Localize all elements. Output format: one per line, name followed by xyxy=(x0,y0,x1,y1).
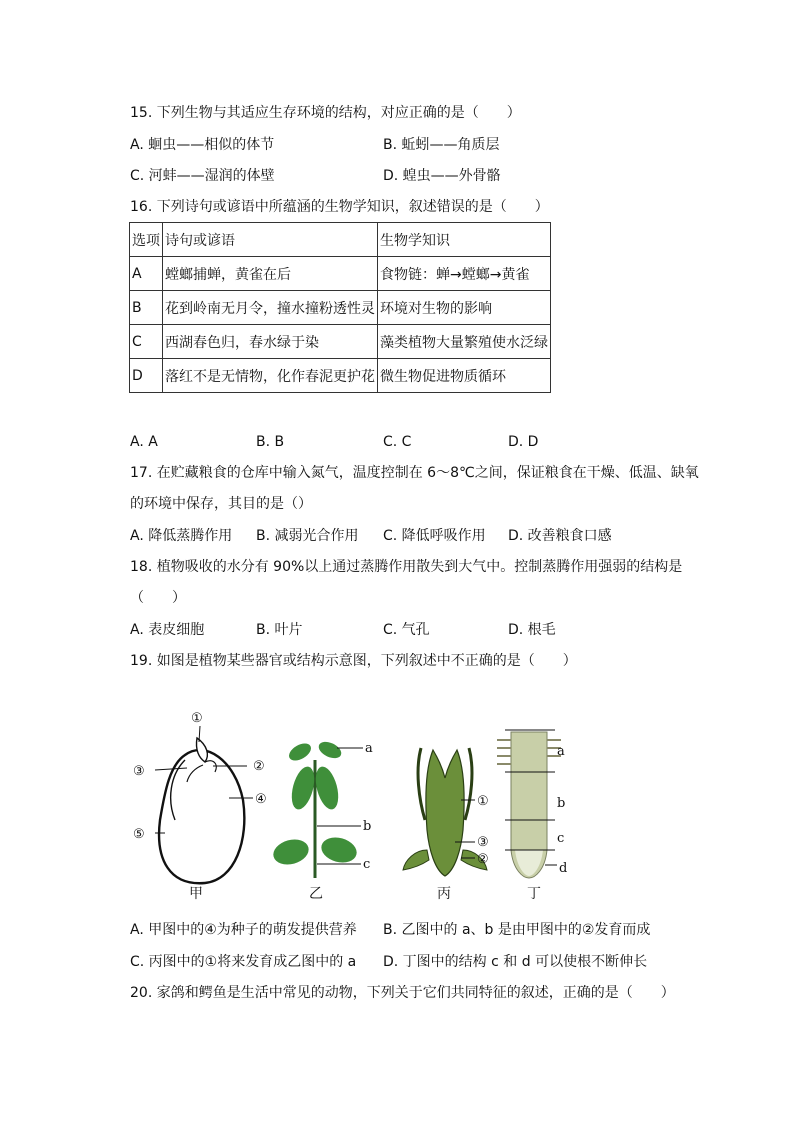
q15-option-b: B. 蚯蚓——角质层 xyxy=(383,137,500,153)
label-2-bud: ② xyxy=(477,852,489,867)
table-cell: 环境对生物的影响 xyxy=(378,291,551,325)
q20-stem: 20. 家鸽和鳄鱼是生活中常见的动物，下列关于它们共同特征的叙述，正确的是（ ） xyxy=(130,985,675,1001)
label-2: ② xyxy=(253,759,265,774)
table-row xyxy=(130,291,551,325)
table-cell: 西湖春色归，春水绿于染 xyxy=(163,325,378,359)
label-c-seedling: c xyxy=(363,857,371,872)
table-header-cell: 诗句或谚语 xyxy=(163,223,378,257)
q17-option-d: D. 改善粮食口感 xyxy=(508,528,612,544)
caption-jia: 甲 xyxy=(189,886,203,900)
table-header-cell: 选项 xyxy=(130,223,163,257)
table-cell: 花到岭南无月令，撞水撞粉透性灵 xyxy=(163,291,378,325)
table-cell: 落红不是无情物，化作春泥更护花 xyxy=(163,359,378,393)
table-cell: 藻类植物大量繁殖使水泛绿 xyxy=(378,325,551,359)
label-b-seedling: b xyxy=(363,819,372,834)
q17-stem-line2: 的环境中保存，其目的是（） xyxy=(130,496,312,512)
label-d-root: d xyxy=(559,861,568,876)
table-cell: 食物链：蝉→螳螂→黄雀 xyxy=(378,257,551,291)
label-c-root: c xyxy=(557,831,565,846)
q17-option-c: C. 降低呼吸作用 xyxy=(383,528,486,544)
table-cell: 螳螂捕蝉，黄雀在后 xyxy=(163,257,378,291)
table-row xyxy=(130,359,551,393)
q15-stem: 15. 下列生物与其适应生存环境的结构，对应正确的是（ ） xyxy=(130,105,521,121)
caption-yi: 乙 xyxy=(309,886,323,900)
table-header-row xyxy=(130,223,551,257)
table-row xyxy=(130,325,551,359)
label-4: ④ xyxy=(255,792,267,807)
q18-stem-line2: （ ） xyxy=(130,590,186,606)
root-tip-diagram xyxy=(497,730,561,878)
q15-option-a: A. 蛔虫——相似的体节 xyxy=(130,137,275,153)
table-cell: D xyxy=(130,359,163,393)
label-3: ③ xyxy=(133,764,145,779)
q16-option-c: C. C xyxy=(383,434,412,450)
label-1-bud: ① xyxy=(477,794,489,809)
q18-stem-line1: 18. 植物吸收的水分有 90%以上通过蒸腾作用散失到大气中。控制蒸腾作用强弱的结构是 xyxy=(130,559,683,575)
q19-stem: 19. 如图是植物某些器官或结构示意图，下列叙述中不正确的是（ ） xyxy=(130,653,577,669)
table-cell: A xyxy=(130,257,163,291)
label-b-root: b xyxy=(557,796,566,811)
label-3-bud: ③ xyxy=(477,835,489,850)
q16-table xyxy=(129,222,551,393)
caption-bing: 丙 xyxy=(437,886,451,900)
q15-option-c: C. 河蚌——湿润的体壁 xyxy=(130,168,275,184)
q17-option-a: A. 降低蒸腾作用 xyxy=(130,528,233,544)
q19-option-c: C. 丙图中的①将来发育成乙图中的 a xyxy=(130,954,357,970)
q16-stem: 16. 下列诗句或谚语中所蕴涵的生物学知识，叙述错误的是（ ） xyxy=(130,199,549,215)
q19-option-d: D. 丁图中的结构 c 和 d 可以使根不断伸长 xyxy=(383,954,648,970)
q15-option-d: D. 蝗虫——外骨骼 xyxy=(383,168,501,184)
label-1: ① xyxy=(191,711,203,726)
q17-option-b: B. 减弱光合作用 xyxy=(256,528,359,544)
seedling-diagram xyxy=(271,739,363,878)
table-row xyxy=(130,257,551,291)
q16-option-b: B. B xyxy=(256,434,285,450)
q18-option-b: B. 叶片 xyxy=(256,622,303,638)
caption-ding: 丁 xyxy=(527,886,541,900)
table-cell: 微生物促进物质循环 xyxy=(378,359,551,393)
table-cell: C xyxy=(130,325,163,359)
q19-figure xyxy=(125,700,595,900)
table-header-cell: 生物学知识 xyxy=(378,223,551,257)
table-cell: B xyxy=(130,291,163,325)
label-5: ⑤ xyxy=(133,827,145,842)
label-a-seedling: a xyxy=(365,741,373,756)
q18-option-c: C. 气孔 xyxy=(383,622,430,638)
seed-diagram xyxy=(155,726,253,883)
q18-option-d: D. 根毛 xyxy=(508,622,556,638)
label-a-root: a xyxy=(557,744,565,759)
q19-option-a: A. 甲图中的④为种子的萌发提供营养 xyxy=(130,922,357,938)
q16-option-a: A. A xyxy=(130,434,158,450)
q19-option-b: B. 乙图中的 a、b 是由甲图中的②发育而成 xyxy=(383,922,651,938)
q16-option-d: D. D xyxy=(508,434,539,450)
q18-option-a: A. 表皮细胞 xyxy=(130,622,205,638)
q17-stem-line1: 17. 在贮藏粮食的仓库中输入氮气，温度控制在 6～8℃之间，保证粮食在干燥、低温、缺氧 xyxy=(130,465,699,481)
bud-diagram xyxy=(403,748,487,876)
